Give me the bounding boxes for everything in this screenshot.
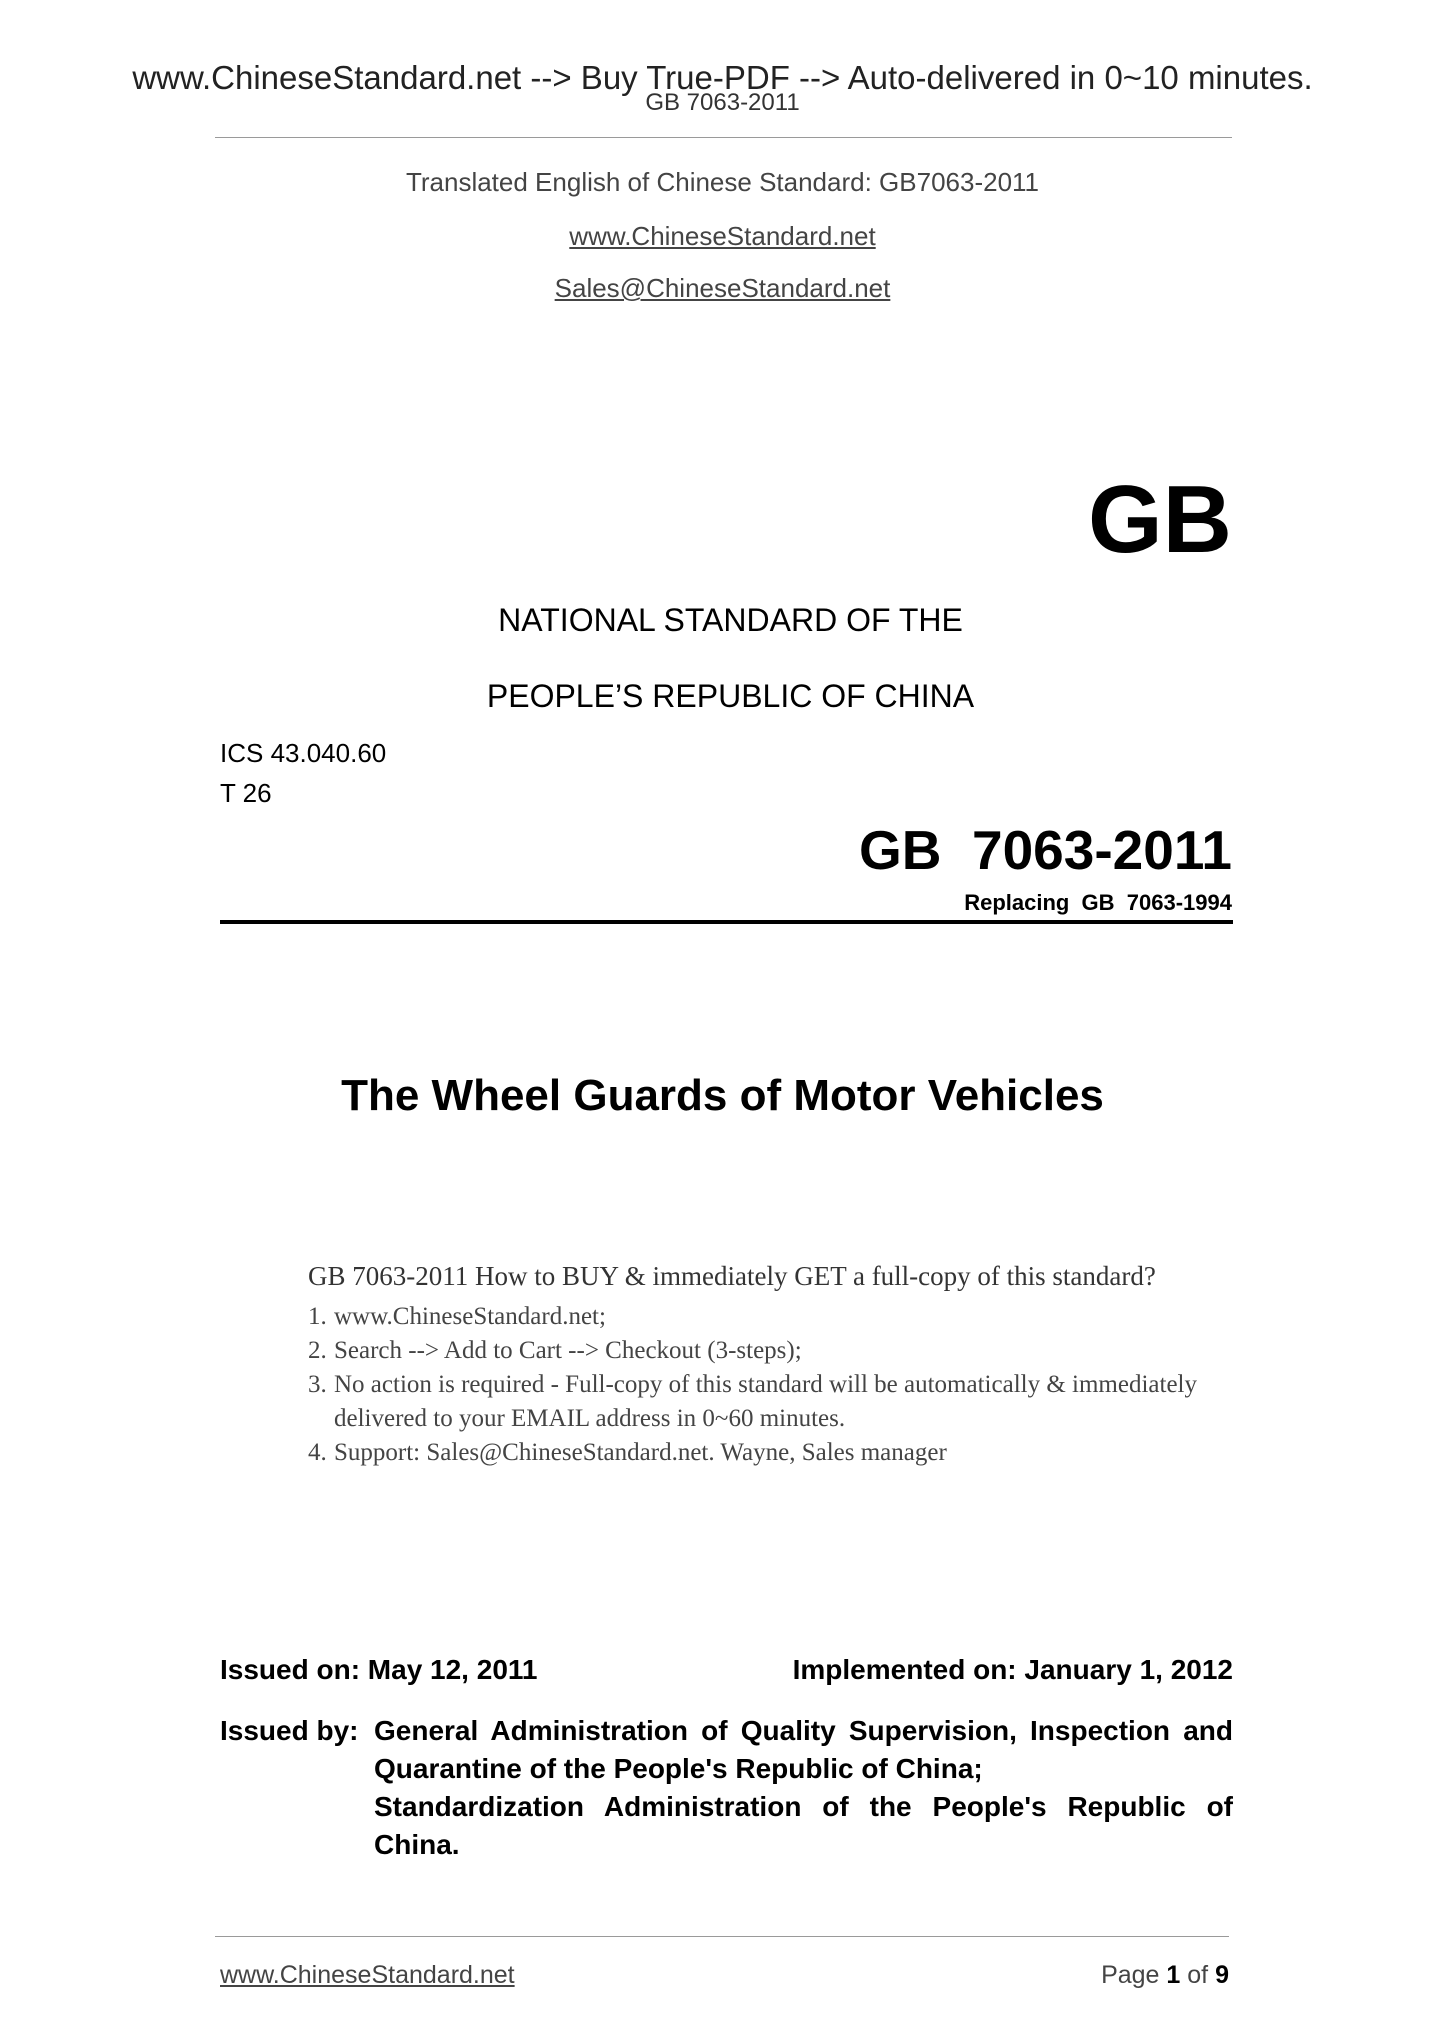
list-item [308,1334,1208,1368]
footer-site-link[interactable]: www.ChineseStandard.net [220,1961,515,1989]
step-number: 4. [308,1439,327,1466]
list-item [308,1300,1208,1334]
step-number: 3. [308,1371,327,1398]
ics-code: ICS 43.040.60 [220,738,387,768]
email-link[interactable]: Sales@ChineseStandard.net [554,273,891,303]
issuer-line: China. [374,1829,460,1860]
t-code: T 26 [220,778,272,808]
step-text: Support: Sales@ChineseStandard.net. Wayne, Sales manager [334,1439,947,1466]
buy-question: GB 7063-2011 How to BUY & immediately GET a full-copy of this standard? [308,1261,1156,1291]
page-indicator [1101,1960,1229,1990]
title-divider [220,920,1233,924]
page-prefix: Page [1101,1961,1160,1989]
site-link[interactable]: www.ChineseStandard.net [569,221,876,251]
issuer-line: Standardization Administration of the People's Republic of [374,1791,1233,1822]
step-text: Search --> Add to Cart --> Checkout (3-steps); [334,1337,802,1364]
header-standard-code: GB 7063-2011 [645,89,800,116]
header-divider [215,137,1232,138]
issued-on: Issued on: May 12, 2011 [220,1654,538,1685]
national-standard-line: NATIONAL STANDARD OF THE [498,602,963,638]
issuer-line: Quarantine of the People's Republic of China; [374,1753,983,1784]
step-number: 1. [308,1303,327,1330]
republic-line: PEOPLE’S REPUBLIC OF CHINA [486,678,975,714]
issued-by-text [374,1712,1233,1864]
footer-divider [215,1936,1229,1937]
document-title: The Wheel Guards of Motor Vehicles [341,1071,1104,1120]
issued-by-label: Issued by: [220,1715,359,1746]
page-total: 9 [1215,1961,1229,1989]
step-text[interactable]: www.ChineseStandard.net; [334,1303,606,1330]
standard-number: GB 7063-2011 [858,819,1232,881]
list-item [308,1436,1208,1470]
list-item [308,1368,1208,1436]
page-of: of [1187,1961,1209,1989]
buy-instructions [308,1258,1208,1470]
promo-banner: www.ChineseStandard.net --> Buy True-PDF --> Auto-delivered in 0~10 minutes. [132,59,1313,96]
step-text: No action is required - Full-copy of this standard will be automatically & immediately delivered to your EMAIL address in 0~60 minutes. [334,1371,1197,1432]
page-current: 1 [1166,1961,1181,1989]
replacing-note: Replacing GB 7063-1994 [964,890,1232,915]
implemented-on: Implemented on: January 1, 2012 [792,1654,1233,1685]
step-number: 2. [308,1337,327,1364]
translated-line: Translated English of Chinese Standard: GB7063-2011 [405,167,1040,197]
gb-logo: GB [1088,466,1232,573]
issuer-line: General Administration of Quality Supervision, Inspection and [374,1715,1233,1746]
